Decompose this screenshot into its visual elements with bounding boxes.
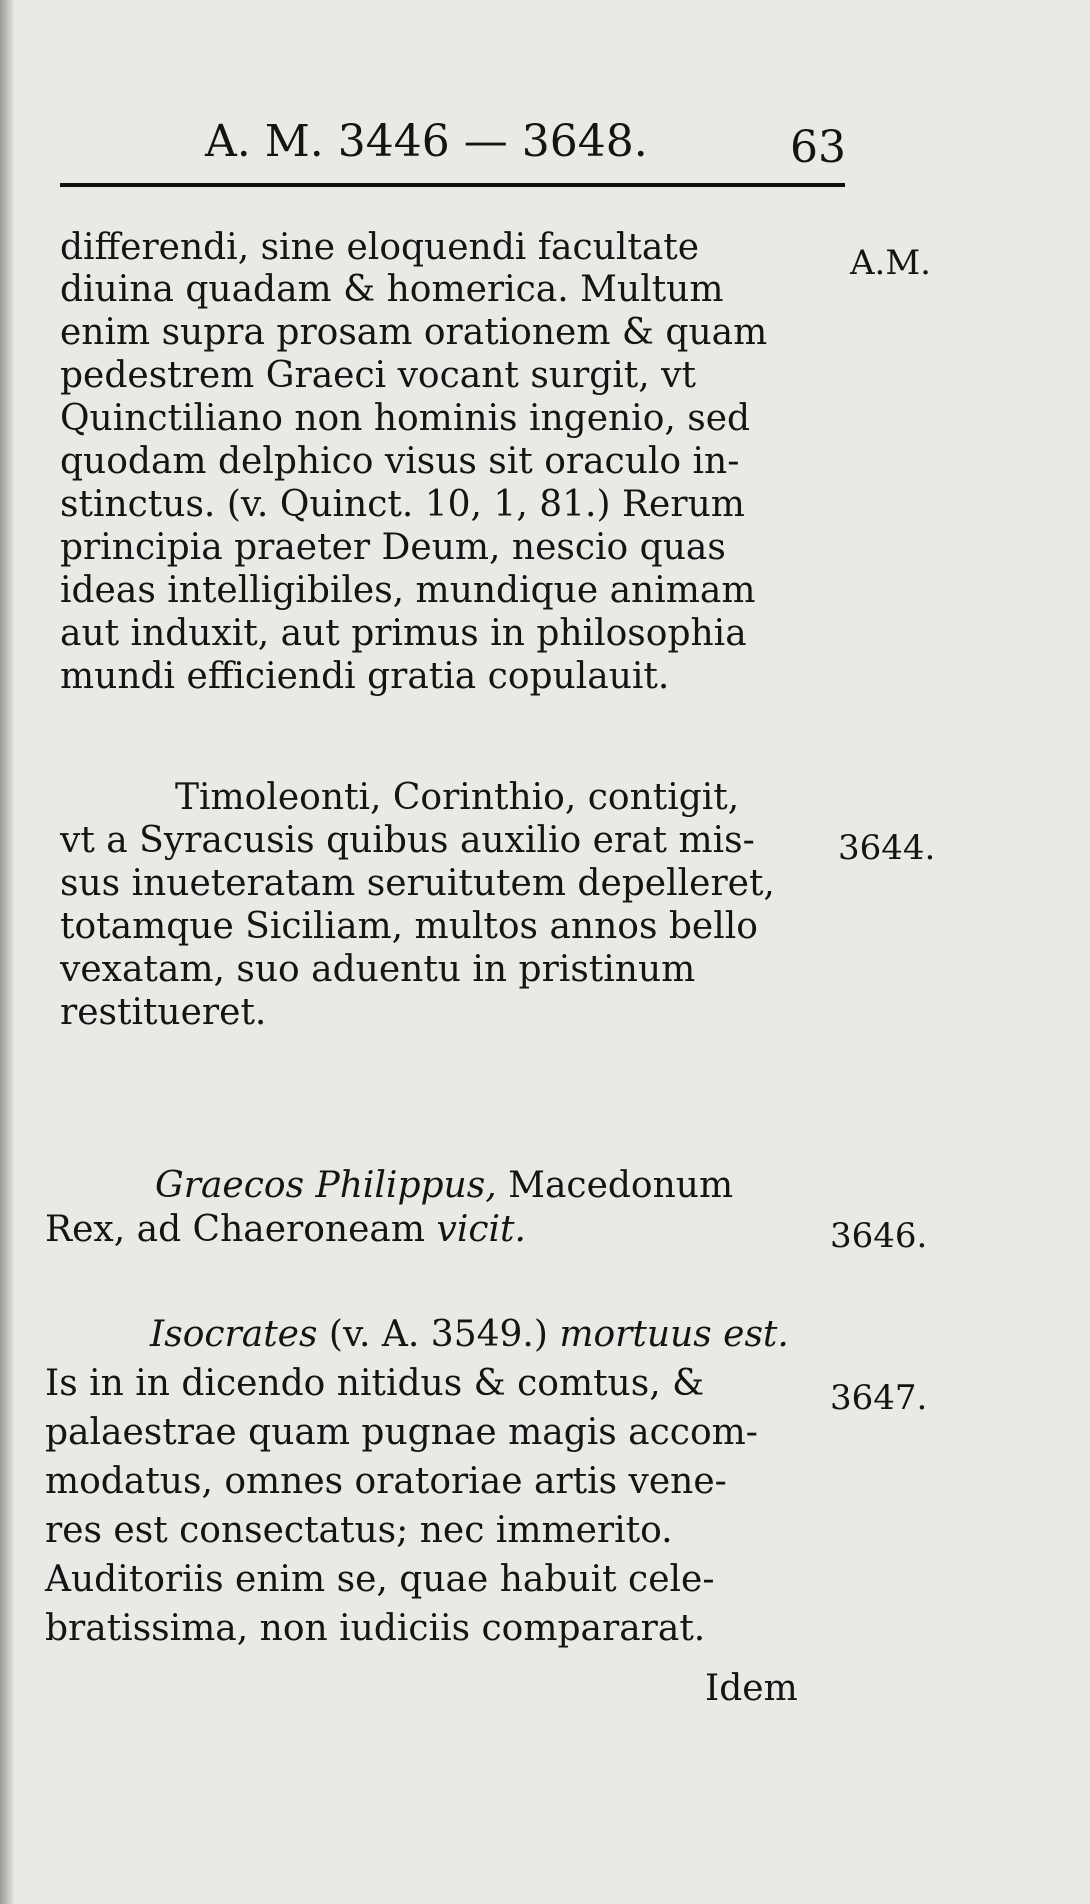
text-line: totamque Siciliam, multos annos bello (60, 906, 758, 947)
text-line: Is in in dicendo nitidus & comtus, & (45, 1363, 705, 1404)
page-number: 63 (790, 122, 846, 173)
text-line: Timoleonti, Corinthio, contigit, (175, 777, 740, 818)
text-span: (v. A. 3549.) (328, 1314, 548, 1355)
text-line: vt a Syracusis quibus auxilio erat mis- (60, 820, 755, 861)
text-line: Quinctiliano non hominis ingenio, sed (60, 398, 751, 439)
header-rule (60, 183, 845, 187)
text-line: bratissima, non iudiciis compararat. (45, 1608, 706, 1649)
text-line: res est consectatus; nec immerito. (45, 1510, 673, 1551)
margin-note-year: 3646. (830, 1216, 928, 1256)
text-line: palaestrae quam pugnae magis accom- (45, 1412, 758, 1453)
text-line (150, 1315, 789, 1355)
text-line: sus inueteratam seruitutem depelleret, (60, 863, 775, 904)
text-line: aut induxit, aut primus in philosophia (60, 613, 747, 654)
text-line: restitueret. (60, 992, 267, 1033)
text-line: differendi, sine eloquendi facultate (60, 227, 700, 268)
text-line: stinctus. (v. Quinct. 10, 1, 81.) Rerum (60, 484, 745, 525)
year-range: A. M. 3446 — 3648. (205, 116, 648, 167)
italic-phrase: vicit. (436, 1209, 526, 1250)
catchword: Idem (705, 1668, 798, 1709)
text-span: Rex, ad Chaeroneam (45, 1209, 426, 1250)
text-line: diuina quadam & homerica. Multum (60, 269, 724, 310)
text-line: ideas intelligibiles, mundique animam (60, 570, 756, 611)
text-line: modatus, omnes oratoriae artis vene- (45, 1461, 727, 1502)
text-line: quodam delphico visus sit oraculo in- (60, 441, 740, 482)
text-line (45, 1210, 526, 1250)
text-line (155, 1166, 733, 1206)
italic-phrase: mortuus est. (559, 1314, 789, 1355)
text-line: mundi efficiendi gratia copulauit. (60, 656, 670, 697)
italic-phrase: Graecos Philippus, (155, 1165, 497, 1206)
text-span: Macedonum (508, 1165, 734, 1206)
text-line: principia praeter Deum, nescio quas (60, 527, 726, 568)
margin-note-year: 3647. (830, 1378, 928, 1418)
text-line: pedestrem Graeci vocant surgit, vt (60, 355, 696, 396)
italic-phrase: Isocrates (150, 1314, 318, 1355)
text-line: Auditoriis enim se, quae habuit cele- (45, 1559, 715, 1600)
margin-note-year: 3644. (838, 828, 936, 868)
text-line: enim supra prosam orationem & quam (60, 312, 768, 353)
running-header (205, 116, 845, 176)
text-line: vexatam, suo aduentu in pristinum (60, 949, 696, 990)
margin-note-am: A.M. (850, 243, 931, 283)
